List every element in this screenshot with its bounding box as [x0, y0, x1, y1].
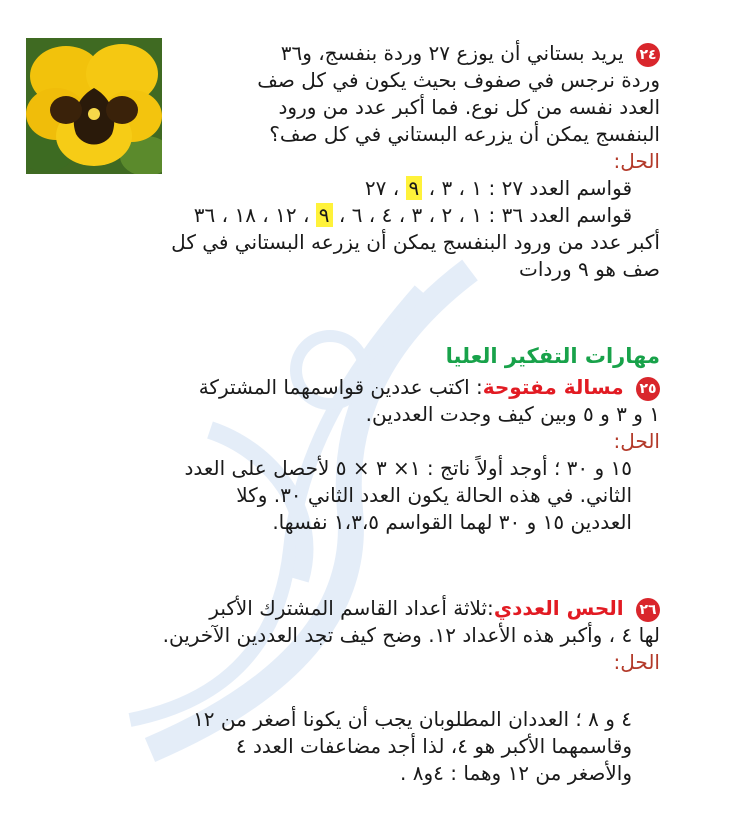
- factors-text: ، ١٢ ، ١٨ ، ٣٦: [193, 203, 316, 227]
- question-25: [184, 374, 660, 536]
- factors-36: [171, 202, 632, 229]
- answer-text: ١٥ و ٣٠ ؛ أوجد أولاً ناتج : ١× ٣ × ٥ لأحصل على العدد: [184, 456, 632, 480]
- question-text: العدد نفسه من كل نوع. فما أكبر عدد من ورود: [278, 95, 660, 119]
- question-text: : اكتب عددين قواسمهما المشتركة: [198, 375, 483, 399]
- factors-27: [171, 175, 632, 202]
- question-number-badge: ٢٥: [636, 377, 660, 401]
- question-label: الحس العددي: [493, 596, 624, 620]
- answer-text: والأصغر من ١٢ وهما : ٤و٨ .: [400, 761, 632, 785]
- answer-text: وقاسمهما الأكبر هو ٤، لذا أجد مضاعفات العدد ٤: [235, 734, 632, 758]
- question-number-badge: ٢٦: [636, 598, 660, 622]
- question-label: مسالة مفتوحة: [482, 375, 624, 399]
- section-title: مهارات التفكير العليا: [445, 344, 660, 368]
- factors-text: قواسم العدد ٢٧ : ١ ، ٣ ،: [422, 176, 632, 200]
- solution-label: الحل:: [613, 650, 660, 674]
- question-26-answer: [193, 706, 660, 787]
- solution-label: الحل:: [613, 149, 660, 173]
- highlighted-common-factor: ٩: [406, 176, 423, 200]
- solution-label: الحل:: [613, 429, 660, 453]
- question-text: ١ و ٣ و ٥ وبين كيف وجدت العددين.: [365, 402, 660, 426]
- answer-text: الثاني. في هذه الحالة يكون العدد الثاني ٣٠. وكلا: [236, 483, 632, 507]
- question-text: يريد بستاني أن يوزع ٢٧ وردة بنفسج، و٣٦: [280, 41, 624, 65]
- answer-text: صف هو ٩ وردات: [519, 257, 660, 281]
- pansy-flower-image: [26, 38, 162, 174]
- factors-text: ، ٢٧: [364, 176, 406, 200]
- answer-text: أكبر عدد من ورود البنفسج يمكن أن يزرعه البستاني في كل: [171, 230, 660, 254]
- highlighted-common-factor: ٩: [316, 203, 333, 227]
- factors-text: قواسم العدد ٣٦ : ١ ، ٢ ، ٣ ، ٤ ، ٦ ،: [332, 203, 632, 227]
- question-text: البنفسج يمكن أن يزرعه البستاني في كل صف؟: [269, 122, 660, 146]
- question-number-badge: ٢٤: [636, 43, 660, 67]
- answer-text: ٤ و ٨ ؛ العددان المطلوبان يجب أن يكونا أصغر من ١٢: [193, 707, 632, 731]
- question-text: :ثلاثة أعداد القاسم المشترك الأكبر: [209, 596, 494, 620]
- question-26: [163, 595, 660, 676]
- question-text: لها ٤ ، وأكبر هذه الأعداد ١٢. وضح كيف تجد العددين الآخرين.: [162, 623, 660, 647]
- question-text: وردة نرجس في صفوف بحيث يكون في كل صف: [257, 68, 660, 92]
- answer-text: العددين ١٥ و ٣٠ لهما القواسم ١،٣،٥ نفسها.: [272, 510, 632, 534]
- question-24: [171, 40, 660, 283]
